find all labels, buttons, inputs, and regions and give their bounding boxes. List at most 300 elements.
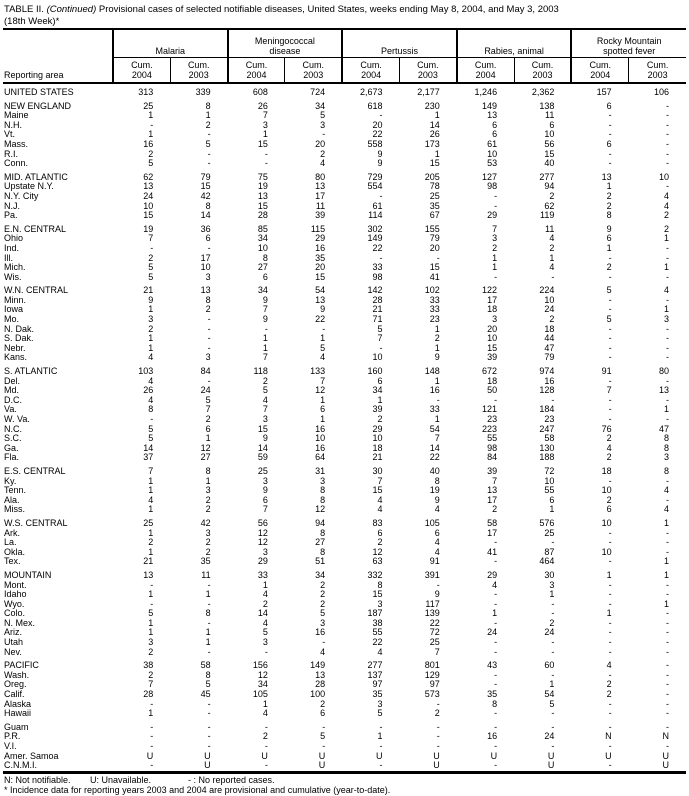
value-cell: 47 <box>658 423 669 434</box>
value-cell: 4 <box>663 285 669 296</box>
table-row <box>3 742 686 752</box>
value-cell: 1 <box>262 698 268 709</box>
value-cell: 16 <box>487 731 498 742</box>
table-row <box>3 344 686 354</box>
value-cell: 11 <box>545 110 555 121</box>
row-area-label: N.J. <box>4 200 21 211</box>
value-cell: 2 <box>205 537 211 548</box>
value-cell: 15 <box>544 148 555 159</box>
value-cell: - <box>666 342 669 353</box>
value-cell: - <box>608 271 612 282</box>
value-cell: 128 <box>539 385 555 396</box>
value-cell: 19 <box>143 223 154 234</box>
value-cell: 5 <box>320 342 326 353</box>
value-cell: 1 <box>148 589 154 600</box>
value-cell: 3 <box>262 414 268 424</box>
value-cell: 2 <box>148 646 154 657</box>
subheader-group2-2004: Cum. 2004 <box>342 58 399 84</box>
row-area-label: Calif. <box>4 689 25 700</box>
value-cell: - <box>608 760 612 771</box>
value-cell: 160 <box>367 366 383 377</box>
value-cell: 558 <box>367 138 383 149</box>
value-cell: 33 <box>429 294 440 305</box>
value-cell: 14 <box>143 442 154 453</box>
value-cell: - <box>494 589 498 600</box>
value-cell: - <box>322 129 326 140</box>
value-cell: 18 <box>487 375 498 386</box>
value-cell: 98 <box>487 442 498 453</box>
value-cell: 35 <box>372 689 383 700</box>
reporting-area-header: Reporting area <box>3 29 113 83</box>
value-cell: 16 <box>429 385 440 396</box>
value-cell: - <box>608 375 612 386</box>
value-cell: 6 <box>320 708 326 719</box>
value-cell: U <box>375 750 383 761</box>
value-cell: - <box>608 475 612 486</box>
value-cell: 8 <box>262 252 268 263</box>
table-row <box>3 434 686 444</box>
value-cell: 2 <box>606 494 612 505</box>
value-cell: 1 <box>663 404 669 415</box>
value-cell: - <box>608 598 612 609</box>
value-cell: U <box>146 750 154 761</box>
value-cell: 6 <box>377 375 383 386</box>
value-cell: 10 <box>315 433 326 444</box>
value-cell: 149 <box>367 233 383 244</box>
value-cell: 7 <box>492 223 498 234</box>
value-cell: 12 <box>257 537 268 548</box>
value-cell: - <box>551 271 555 282</box>
value-cell: 4 <box>663 200 669 211</box>
value-cell: 16 <box>544 375 555 386</box>
value-cell: 115 <box>310 223 326 234</box>
value-cell: 103 <box>138 366 154 377</box>
table-row <box>3 496 686 506</box>
value-cell: - <box>379 252 383 263</box>
table-row <box>3 130 686 140</box>
value-cell: 2 <box>262 375 268 386</box>
value-cell: - <box>666 669 669 680</box>
table-row <box>3 254 686 264</box>
value-cell: 223 <box>482 423 498 434</box>
value-cell: - <box>436 579 440 590</box>
value-cell: 25 <box>429 637 440 648</box>
value-cell: 9 <box>262 294 268 305</box>
row-area-label: Pa. <box>4 210 18 221</box>
table-row <box>3 244 686 254</box>
value-cell: 1 <box>205 475 211 486</box>
value-cell: 2 <box>148 148 154 159</box>
value-cell: - <box>207 148 211 159</box>
value-cell: 7 <box>148 679 154 690</box>
value-cell: - <box>608 627 612 638</box>
subheader-group3-2004: Cum. 2004 <box>457 58 514 84</box>
value-cell: 8 <box>320 485 326 496</box>
value-cell: 71 <box>372 314 383 325</box>
value-cell: - <box>666 608 669 619</box>
value-cell: 3 <box>262 475 268 486</box>
table-row <box>3 334 686 344</box>
value-cell: 94 <box>315 517 326 528</box>
value-cell: 9 <box>377 158 383 169</box>
value-cell: 34 <box>257 285 268 296</box>
value-cell: - <box>608 294 612 305</box>
value-cell: 3 <box>262 637 268 648</box>
table-row <box>3 325 686 335</box>
value-cell: - <box>608 148 612 159</box>
value-cell: 3 <box>148 314 154 325</box>
value-cell: 2 <box>205 546 211 557</box>
value-cell: 277 <box>367 660 383 671</box>
value-cell: - <box>494 200 498 211</box>
value-cell: 1 <box>205 627 211 638</box>
value-cell: 1 <box>549 504 555 515</box>
value-cell: 28 <box>143 689 154 700</box>
value-cell: 13 <box>143 181 154 192</box>
value-cell: 6 <box>606 138 612 149</box>
value-cell: 4 <box>262 589 268 600</box>
value-cell: 7 <box>377 475 383 486</box>
value-cell: 2 <box>320 598 326 609</box>
value-cell: 5 <box>320 110 326 121</box>
value-cell: 7 <box>320 375 326 386</box>
value-cell: - <box>608 110 612 121</box>
row-area-label: Guam <box>4 721 29 732</box>
value-cell: 618 <box>367 100 383 111</box>
value-cell: 2,362 <box>531 87 555 97</box>
row-area-label: N. Dak. <box>4 323 35 334</box>
value-cell: 80 <box>658 366 669 377</box>
value-cell: 29 <box>372 423 383 434</box>
value-cell: 11 <box>201 569 211 580</box>
value-cell: 117 <box>425 598 440 609</box>
value-cell: - <box>666 627 669 638</box>
value-cell: 38 <box>143 660 154 671</box>
value-cell: - <box>608 537 612 548</box>
value-cell: 6 <box>434 527 440 538</box>
row-area-label: Iowa <box>4 304 24 315</box>
value-cell: 5 <box>148 433 154 444</box>
value-cell: 3 <box>205 352 211 363</box>
value-cell: 27 <box>315 537 326 548</box>
value-cell: 10 <box>544 294 555 305</box>
value-cell: - <box>666 527 669 538</box>
value-cell: 672 <box>482 366 498 377</box>
value-cell: 83 <box>372 517 383 528</box>
value-cell: 2 <box>606 679 612 690</box>
value-cell: 9 <box>434 352 440 363</box>
value-cell: - <box>608 119 612 130</box>
value-cell: 3 <box>377 598 383 609</box>
value-cell: 5 <box>205 394 211 405</box>
row-area-label: Mass. <box>4 138 29 149</box>
value-cell: - <box>608 394 612 405</box>
value-cell: U <box>662 750 669 761</box>
value-cell: U <box>547 750 555 761</box>
value-cell: - <box>608 414 612 424</box>
value-cell: - <box>379 760 383 771</box>
value-cell: 1 <box>663 556 669 567</box>
value-cell: - <box>608 404 612 415</box>
value-cell: - <box>379 110 383 121</box>
row-area-label: Upstate N.Y. <box>4 181 54 192</box>
table-row <box>3 159 686 169</box>
value-cell: - <box>379 741 383 751</box>
value-cell: 8 <box>663 433 669 444</box>
value-cell: 21 <box>372 452 383 463</box>
value-cell: 2 <box>377 537 383 548</box>
value-cell: 4 <box>148 352 154 363</box>
row-area-label: Tex. <box>4 556 21 567</box>
value-cell: 2 <box>320 148 326 159</box>
value-cell: 58 <box>487 517 498 528</box>
value-cell: 84 <box>487 452 498 463</box>
value-cell: 10 <box>372 352 383 363</box>
value-cell: 15 <box>429 262 440 273</box>
value-cell: 22 <box>315 314 326 325</box>
value-cell: 9 <box>434 494 440 505</box>
value-cell: 6 <box>549 119 555 130</box>
value-cell: 97 <box>429 679 440 690</box>
value-cell: 5 <box>606 285 612 296</box>
value-cell: 102 <box>424 285 440 296</box>
value-cell: 15 <box>372 589 383 600</box>
value-cell: 33 <box>257 569 268 580</box>
value-cell: 14 <box>257 442 268 453</box>
value-cell: 22 <box>429 452 440 463</box>
value-cell: 4 <box>663 190 669 201</box>
footnotes <box>3 775 686 796</box>
value-cell: - <box>150 721 154 732</box>
row-area-label: W.N. CENTRAL <box>4 285 69 296</box>
value-cell: 79 <box>544 352 555 363</box>
value-cell: 98 <box>487 181 498 192</box>
value-cell: 6 <box>492 129 498 140</box>
value-cell: 1 <box>549 679 555 690</box>
value-cell: 1 <box>148 342 154 353</box>
table-row <box>3 202 686 212</box>
value-cell: 1 <box>549 252 555 263</box>
table-row <box>3 363 686 377</box>
value-cell: - <box>666 352 669 363</box>
value-cell: 8 <box>205 608 211 619</box>
value-cell: 34 <box>257 679 268 690</box>
table-row <box>3 529 686 539</box>
value-cell: - <box>666 129 669 140</box>
value-cell: - <box>494 271 498 282</box>
value-cell: 5 <box>148 158 154 169</box>
value-cell: 10 <box>257 242 268 253</box>
subheader-group0-2004: Cum. 2004 <box>113 58 170 84</box>
value-cell: 4 <box>663 485 669 496</box>
value-cell: 118 <box>253 366 268 377</box>
diseases-table <box>3 28 686 774</box>
value-cell: 21 <box>143 285 154 296</box>
table-row <box>3 296 686 306</box>
value-cell: 5 <box>205 679 211 690</box>
value-cell: 11 <box>545 223 555 234</box>
value-cell: 205 <box>424 171 440 182</box>
value-cell: - <box>551 669 555 680</box>
table-row <box>3 353 686 363</box>
value-cell: 13 <box>257 190 268 201</box>
value-cell: - <box>207 698 211 709</box>
subheader-group4-2003: Cum. 2003 <box>629 58 686 84</box>
value-cell: 4 <box>434 504 440 515</box>
value-cell: - <box>494 617 498 628</box>
subheader-group1-2004: Cum. 2004 <box>228 58 285 84</box>
value-cell: 6 <box>606 233 612 244</box>
value-cell: 4 <box>262 394 268 405</box>
value-cell: 4 <box>606 660 612 671</box>
value-cell: 10 <box>601 485 612 496</box>
value-cell: - <box>207 646 211 657</box>
table-title-week: (18th Week)* <box>4 15 60 27</box>
value-cell: 22 <box>372 637 383 648</box>
value-cell: 8 <box>663 465 669 476</box>
value-cell: 1 <box>205 433 211 444</box>
row-area-label: MID. ATLANTIC <box>4 171 68 182</box>
row-area-label: Conn. <box>4 158 29 169</box>
row-area-label: E.N. CENTRAL <box>4 223 67 234</box>
value-cell: 17 <box>487 294 498 305</box>
value-cell: 724 <box>310 87 326 97</box>
value-cell: 2 <box>663 210 669 221</box>
value-cell: 1 <box>434 414 440 424</box>
footnote-incidence: * Incidence data for reporting years 2003 and 2004 are provisional and cumulative (year-to-date). <box>4 785 391 796</box>
value-cell: 1 <box>549 589 555 600</box>
value-cell: 122 <box>482 285 498 296</box>
value-cell: - <box>494 537 498 548</box>
value-cell: 10 <box>601 546 612 557</box>
value-cell: 10 <box>601 517 612 528</box>
footnote-unavailable: U: Unavailable. <box>90 774 152 785</box>
table-row <box>3 305 686 315</box>
value-cell: 13 <box>315 294 326 305</box>
row-area-label: MOUNTAIN <box>4 569 52 580</box>
value-cell: 55 <box>544 485 555 496</box>
value-cell: 43 <box>487 660 498 671</box>
row-area-label: Wis. <box>4 271 22 282</box>
value-cell: 5 <box>205 138 211 149</box>
table-row <box>3 169 686 183</box>
value-cell: - <box>150 579 154 590</box>
value-cell: 3 <box>320 617 326 628</box>
value-cell: 1,246 <box>474 87 498 97</box>
table-row <box>3 628 686 638</box>
value-cell: 33 <box>372 262 383 273</box>
value-cell: 9 <box>148 294 154 305</box>
value-cell: - <box>666 617 669 628</box>
value-cell: 34 <box>315 569 326 580</box>
table-row <box>3 657 686 671</box>
value-cell: 39 <box>487 352 498 363</box>
value-cell: 2 <box>492 504 498 515</box>
table-row <box>3 121 686 131</box>
value-cell: 339 <box>195 87 211 97</box>
value-cell: 4 <box>377 646 383 657</box>
value-cell: 25 <box>143 517 154 528</box>
value-cell: 2,177 <box>417 87 440 97</box>
value-cell: 1 <box>148 527 154 538</box>
row-area-label: C.N.M.I. <box>4 760 37 771</box>
table-row <box>3 315 686 325</box>
value-cell: - <box>666 375 669 386</box>
value-cell: 5 <box>262 385 268 396</box>
value-cell: 17 <box>487 494 498 505</box>
row-area-label: Minn. <box>4 294 27 305</box>
value-cell: 7 <box>434 433 440 444</box>
row-area-label: La. <box>4 537 17 548</box>
value-cell: 8 <box>320 527 326 538</box>
value-cell: 35 <box>315 252 326 263</box>
value-cell: 130 <box>539 442 555 453</box>
value-cell: - <box>666 494 669 505</box>
value-cell: 21 <box>143 556 154 567</box>
value-cell: 247 <box>539 423 555 434</box>
table-row <box>3 581 686 591</box>
value-cell: 15 <box>429 158 440 169</box>
value-cell: 12 <box>372 546 383 557</box>
value-cell: - <box>551 608 555 619</box>
value-cell: 105 <box>424 517 440 528</box>
table-row <box>3 732 686 742</box>
row-area-label: Colo. <box>4 608 26 619</box>
value-cell: U <box>547 760 555 771</box>
value-cell: - <box>264 646 268 657</box>
value-cell: 8 <box>492 698 498 709</box>
value-cell: - <box>207 741 211 751</box>
value-cell: 3 <box>320 475 326 486</box>
value-cell: 184 <box>539 404 555 415</box>
column-group-3: Rabies, animal <box>457 29 572 58</box>
row-area-label: S.C. <box>4 433 22 444</box>
value-cell: 1 <box>148 546 154 557</box>
value-cell: 7 <box>262 110 268 121</box>
row-area-label: N.C. <box>4 423 22 434</box>
table-row <box>3 590 686 600</box>
value-cell: - <box>494 556 498 567</box>
value-cell: 16 <box>143 138 154 149</box>
value-cell: 127 <box>482 171 498 182</box>
value-cell: 4 <box>262 708 268 719</box>
value-cell: 1 <box>148 475 154 486</box>
value-cell: 7 <box>262 504 268 515</box>
value-cell: 3 <box>205 527 211 538</box>
row-area-label: W.S. CENTRAL <box>4 517 68 528</box>
value-cell: - <box>494 598 498 609</box>
value-cell: 5 <box>320 608 326 619</box>
row-area-label: Utah <box>4 637 24 648</box>
value-cell: - <box>666 537 669 548</box>
value-cell: - <box>494 708 498 719</box>
row-area-label: Alaska <box>4 698 32 709</box>
subheader-group2-2003: Cum. 2003 <box>399 58 456 84</box>
value-cell: 8 <box>606 210 612 221</box>
value-cell: - <box>207 721 211 732</box>
value-cell: 3 <box>549 579 555 590</box>
table-row <box>3 709 686 719</box>
value-cell: 729 <box>367 171 383 182</box>
value-cell: 80 <box>315 171 326 182</box>
value-cell: - <box>608 589 612 600</box>
value-cell: - <box>207 342 211 353</box>
value-cell: 2 <box>262 731 268 742</box>
value-cell: 230 <box>424 100 440 111</box>
value-cell: 3 <box>377 698 383 709</box>
row-area-label: Del. <box>4 375 21 386</box>
row-area-label: Md. <box>4 385 20 396</box>
